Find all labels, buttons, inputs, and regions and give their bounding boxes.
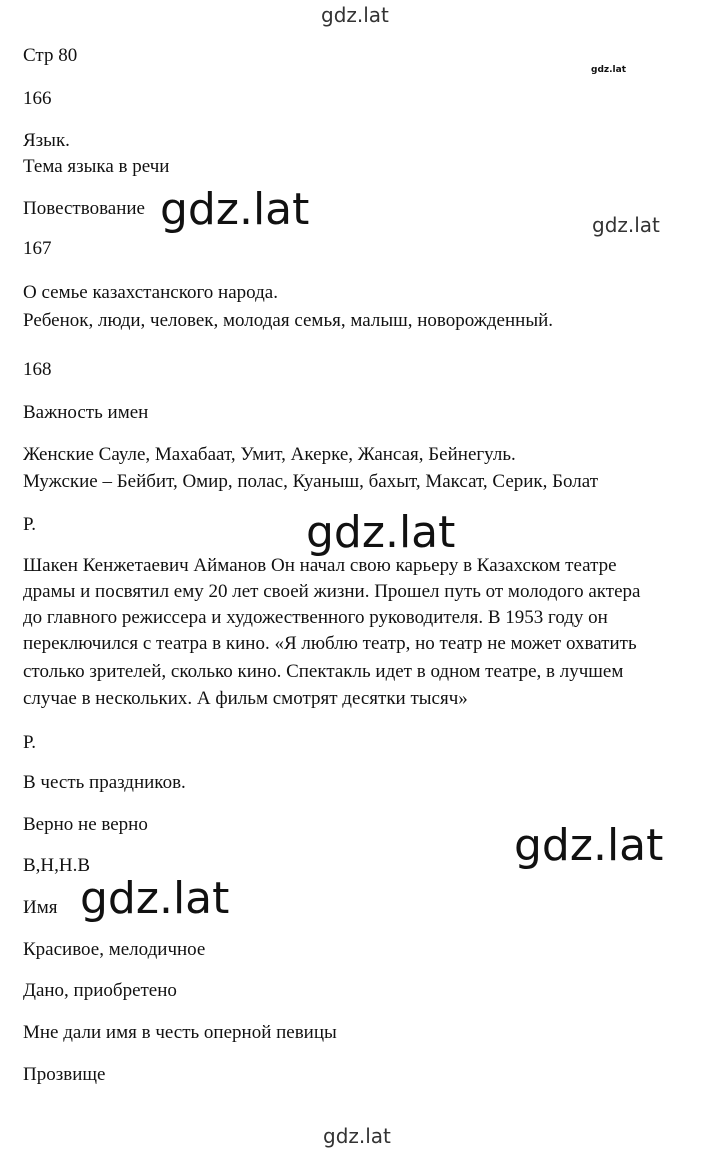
- exercise-168-line-2: Женские Сауле, Махабаат, Умит, Акерке, Жансая, Бейнегуль.: [23, 444, 516, 465]
- exercise-166-line-3: Повествование: [23, 198, 145, 219]
- paragraph-line: Шакен Кенжетаевич Айманов Он начал свою карьеру в Казахском театре: [23, 555, 617, 576]
- paragraph-line: драмы и посвятил ему 20 лет своей жизни. Прошел путь от молодого актера: [23, 581, 641, 602]
- watermark-top: gdz.lat: [321, 3, 389, 27]
- watermark-bottom: gdz.lat: [323, 1124, 391, 1148]
- exercise-166-line-1: Язык.: [23, 130, 70, 151]
- exercise-167-line-2: Ребенок, люди, человек, молодая семья, малыш, новорожденный.: [23, 310, 554, 331]
- exercise-166-number: 166: [23, 88, 52, 109]
- paragraph-line: столько зрителей, сколько кино. Спектакль идет в одном театре, в лучшем: [23, 661, 624, 682]
- exercise-166-line-2: Тема языка в речи: [23, 156, 170, 177]
- section-label-2: Р.: [23, 732, 36, 753]
- named-after-line: Мне дали имя в честь оперной певицы: [23, 1022, 337, 1043]
- watermark-large-2: gdz.lat: [306, 507, 456, 558]
- beautiful-line: Красивое, мелодичное: [23, 939, 206, 960]
- exercise-168-line-1: Важность имен: [23, 402, 149, 423]
- watermark-large-3: gdz.lat: [514, 820, 664, 871]
- paragraph-line: случае в нескольких. А фильм смотрят десятки тысяч»: [23, 688, 468, 709]
- given-line: Дано, приобретено: [23, 980, 177, 1001]
- watermark-large-4: gdz.lat: [80, 873, 230, 924]
- exercise-168-number: 168: [23, 359, 52, 380]
- exercise-167-line-1: О семье казахстанского народа.: [23, 282, 278, 303]
- watermark-right: gdz.lat: [592, 213, 660, 237]
- true-false-line: Верно не верно: [23, 814, 148, 835]
- answers-line: В,Н,Н.В: [23, 855, 91, 876]
- section-label-1: Р.: [23, 514, 36, 535]
- watermark-large-1: gdz.lat: [160, 184, 310, 235]
- exercise-168-line-3: Мужские – Бейбит, Омир, полас, Куаныш, бахыт, Максат, Серик, Болат: [23, 471, 599, 492]
- watermark-tiny: gdz.lat: [591, 65, 627, 75]
- holidays-line: В честь праздников.: [23, 772, 186, 793]
- paragraph-line: до главного режиссера и художественного руководителя. В 1953 году он: [23, 607, 608, 628]
- nickname-line: Прозвище: [23, 1064, 106, 1085]
- paragraph-line: переключился с театра в кино. «Я люблю театр, но театр не может охватить: [23, 633, 637, 654]
- name-line: Имя: [23, 897, 58, 918]
- exercise-167-number: 167: [23, 238, 52, 259]
- page-label: Стр 80: [23, 45, 78, 66]
